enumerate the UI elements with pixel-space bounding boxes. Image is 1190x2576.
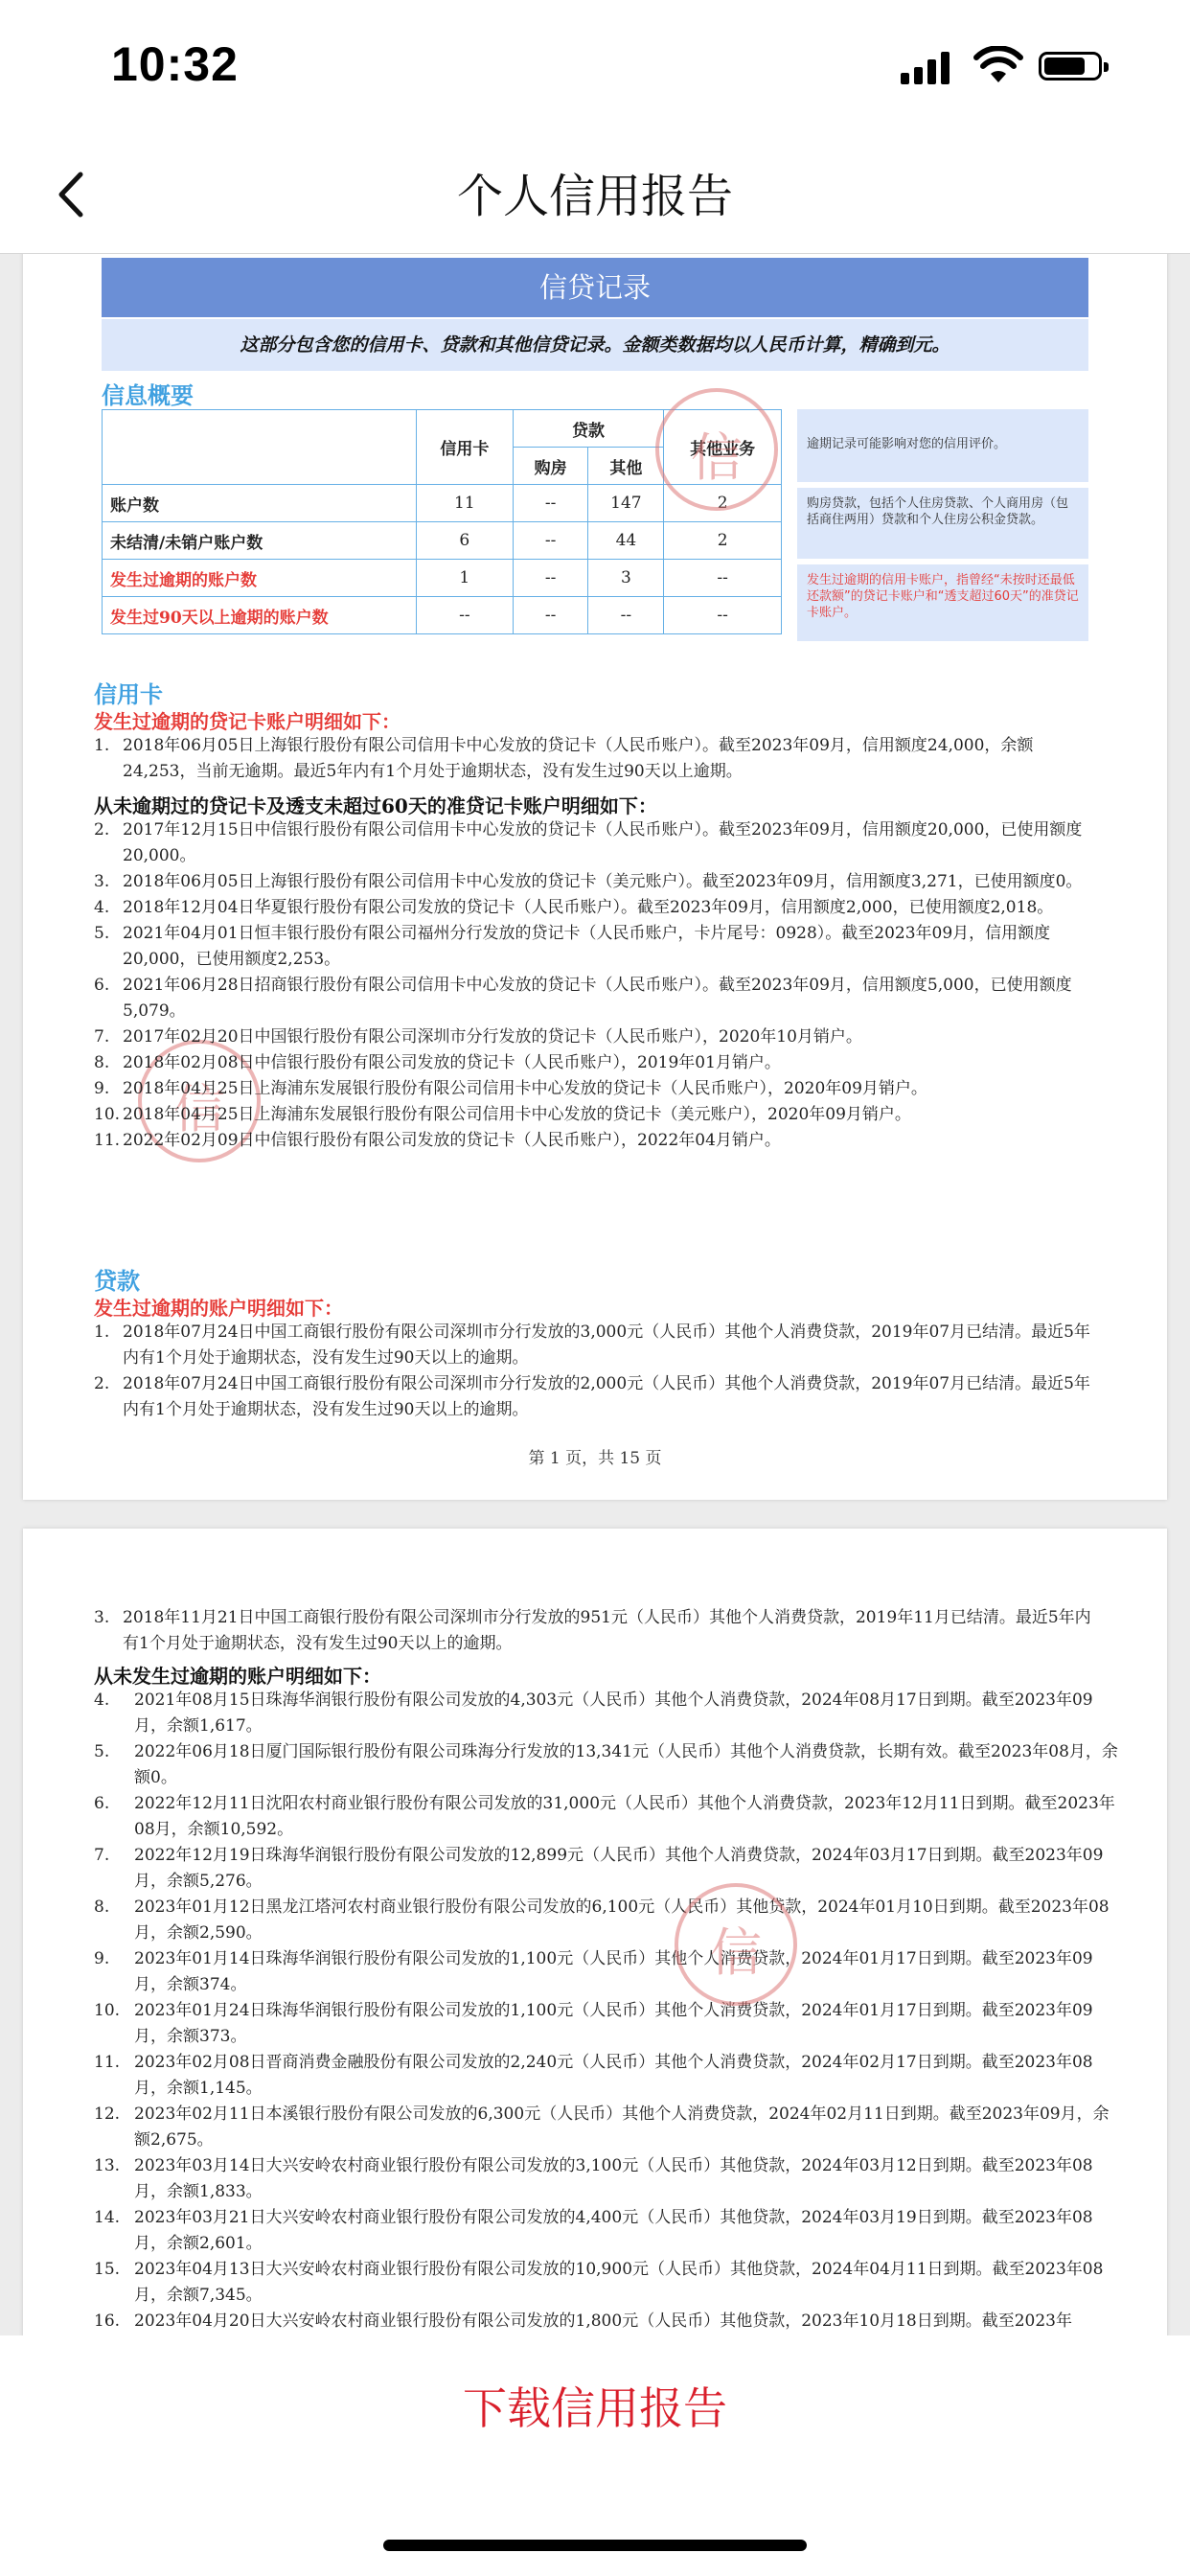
item-number: 9. (94, 1949, 110, 1968)
cell: -- (513, 522, 588, 560)
seal-stamp (655, 388, 778, 511)
list-item (94, 1050, 1100, 1076)
item-number: 6. (94, 976, 110, 995)
item-number: 12. (94, 2104, 121, 2124)
row-label: 发生过逾期的账户数 (103, 560, 417, 597)
item-text: 2018年04月25日上海浦东发展银行股份有限公司信用卡中心发放的贷记卡（美元账户），2020年09月销户。 (123, 1105, 911, 1124)
item-number: 2. (94, 820, 110, 840)
item-number: 5. (94, 924, 110, 943)
cell: 147 (588, 485, 664, 522)
item-number: 7. (94, 1846, 110, 1865)
list-item (94, 2309, 1119, 2334)
cell: 44 (588, 522, 664, 560)
item-text: 2022年02月09日中信银行股份有限公司发放的贷记卡（人民币账户），2022年04月销户。 (123, 1131, 781, 1150)
overdue-card-title: 发生过逾期的贷记卡账户明细如下： (94, 710, 400, 733)
list-item (94, 1371, 1100, 1423)
item-text: 2021年06月28日招商银行股份有限公司信用卡中心发放的贷记卡（人民币账户）。截至2023年09月，信用额度5,000，已使用额度5,079。 (123, 976, 1072, 1021)
header-loan: 贷款 (513, 410, 664, 448)
item-text: 2018年02月08日中信银行股份有限公司发放的贷记卡（人民币账户），2019年01月销户。 (123, 1053, 781, 1072)
header-other-business: 其他业务 (664, 410, 782, 485)
note-overdue-impact: 逾期记录可能影响对您的信用评价。 (797, 409, 1088, 482)
list-item (94, 1076, 1100, 1102)
header-credit-card: 信用卡 (416, 410, 513, 485)
item-text: 2017年02月20日中国银行股份有限公司深圳市分行发放的贷记卡（人民币账户），2020年10月销户。 (123, 1027, 862, 1046)
side-notes (797, 409, 1088, 647)
list-item (94, 1946, 1119, 1998)
table-row (103, 522, 782, 560)
item-number: 9. (94, 1079, 110, 1098)
list-item (94, 1739, 1119, 1791)
cell: 1 (416, 560, 513, 597)
list-item (94, 2102, 1119, 2153)
report-page-2 (23, 1529, 1167, 2335)
item-text: 2023年01月12日黑龙江塔河农村商业银行股份有限公司发放的6,100元（人民币）其他贷款，2024年01月10日到期。截至2023年08月，余额2,590。 (134, 1898, 1110, 1943)
navigation-bar (0, 134, 1190, 254)
item-number: 2. (94, 1374, 110, 1393)
item-number: 4. (94, 1690, 110, 1710)
item-number: 7. (94, 1027, 110, 1046)
list-item (94, 869, 1100, 895)
cell: -- (664, 560, 782, 597)
report-page-1 (23, 254, 1167, 1500)
list-item (94, 2050, 1119, 2102)
overdue-loan-title: 发生过逾期的账户明细如下： (94, 1297, 343, 1320)
item-number: 10. (94, 2001, 121, 2020)
item-number: 15. (94, 2260, 121, 2279)
table-corner (103, 410, 417, 485)
item-number: 8. (94, 1898, 110, 1917)
list-item (94, 921, 1100, 973)
seal-stamp (675, 1883, 797, 2006)
credit-card-section-title: 信用卡 (94, 680, 163, 708)
list-item (94, 2257, 1119, 2309)
list-item (94, 973, 1100, 1024)
wifi-icon (973, 46, 1023, 84)
list-item (94, 1688, 1119, 1739)
item-number: 3. (94, 872, 110, 891)
cell: -- (513, 560, 588, 597)
list-item (94, 817, 1100, 869)
home-indicator (383, 2540, 807, 2551)
header-house: 购房 (513, 448, 588, 485)
cell: -- (664, 597, 782, 634)
item-number: 11. (94, 1131, 121, 1150)
item-number: 1. (94, 1322, 110, 1342)
item-text: 2021年04月01日恒丰银行股份有限公司福州分行发放的贷记卡（人民币账户，卡片尾号：0928）。截至2023年09月，信用额度20,000，已使用额度2,253。 (123, 924, 1051, 969)
item-text: 2022年06月18日厦门国际银行股份有限公司珠海分行发放的13,341元（人民币）其他个人消费贷款，长期有效。截至2023年08月，余额0。 (134, 1742, 1118, 1787)
cell: 3 (588, 560, 664, 597)
item-text: 2023年01月24日珠海华润银行股份有限公司发放的1,100元（人民币）其他个人消费贷款，2024年01月17日到期。截至2023年09月，余额373。 (134, 2001, 1093, 2046)
item-text: 2018年11月21日中国工商银行股份有限公司深圳市分行发放的951元（人民币）其他个人消费贷款，2019年11月已结清。最近5年内有1个月处于逾期状态，没有发生过90天以上的逾期。 (123, 1608, 1091, 1653)
document-viewer[interactable] (0, 254, 1190, 2335)
note-overdue-card: 发生过逾期的信用卡账户，指曾经“未按时还最低还款额”的贷记卡账户和“透支超过60天”的准贷记卡账户。 (797, 564, 1088, 641)
row-label: 发生过90天以上逾期的账户数 (103, 597, 417, 634)
header-other: 其他 (588, 448, 664, 485)
cell: -- (513, 485, 588, 522)
item-text: 2018年06月05日上海银行股份有限公司信用卡中心发放的贷记卡（人民币账户）。截至2023年09月，信用额度24,000，余额24,253，当前无逾期。最近5年内有1个月处于逾期状态，没有发生过90天以上逾期。 (123, 736, 1034, 781)
item-text: 2023年04月13日大兴安岭农村商业银行股份有限公司发放的10,900元（人民币）其他贷款，2024年04月11日到期。截至2023年08月，余额7,345。 (134, 2260, 1104, 2305)
list-item (94, 1605, 1100, 1657)
item-number: 13. (94, 2156, 121, 2175)
status-time: 10:32 (111, 37, 239, 91)
section-description: 这部分包含您的信用卡、贷款和其他信贷记录。金额类数据均以人民币计算，精确到元。 (102, 319, 1088, 371)
item-number: 8. (94, 1053, 110, 1072)
list-item (94, 2205, 1119, 2257)
info-summary-title: 信息概要 (102, 381, 194, 409)
list-item (94, 1998, 1119, 2050)
item-number: 14. (94, 2208, 121, 2227)
section-header: 信贷记录 (102, 258, 1088, 317)
overdue-card-list (94, 733, 1090, 785)
item-number: 1. (94, 736, 110, 755)
list-item (94, 895, 1100, 921)
list-item (94, 733, 1090, 785)
row-label: 未结清/未销户账户数 (103, 522, 417, 560)
table-row (103, 597, 782, 634)
list-item (94, 1843, 1119, 1895)
item-number: 6. (94, 1794, 110, 1813)
page-number: 第 1 页，共 15 页 (528, 1449, 662, 1468)
item-text: 2023年02月08日晋商消费金融股份有限公司发放的2,240元（人民币）其他个人消费贷款，2024年02月17日到期。截至2023年08月，余额1,145。 (134, 2053, 1093, 2098)
cell: -- (416, 597, 513, 634)
item-text: 2023年01月14日珠海华润银行股份有限公司发放的1,100元（人民币）其他个人消费贷款，2024年01月17日到期。截至2023年09月，余额374。 (134, 1949, 1093, 1994)
item-text: 2023年04月20日大兴安岭农村商业银行股份有限公司发放的1,800元（人民币）其他贷款，2023年10月18日到期。截至2023年 (134, 2312, 1072, 2331)
bottom-action-bar (0, 2335, 1190, 2576)
item-number: 11. (94, 2053, 121, 2072)
overdue-loan-list (94, 1320, 1100, 1423)
note-house-loan: 购房贷款，包括个人住房贷款、个人商用房（包括商住两用）贷款和个人住房公积金贷款。 (797, 488, 1088, 559)
item-text: 2022年12月11日沈阳农村商业银行股份有限公司发放的31,000元（人民币）其他个人消费贷款，2023年12月11日到期。截至2023年08月，余额10,592。 (134, 1794, 1115, 1839)
status-bar (0, 0, 1190, 134)
download-report-button[interactable]: 下载信用报告 (463, 2382, 727, 2434)
item-text: 2018年04月25日上海浦东发展银行股份有限公司信用卡中心发放的贷记卡（人民币账户），2020年09月销户。 (123, 1079, 927, 1098)
item-text: 2023年02月11日本溪银行股份有限公司发放的6,300元（人民币）其他个人消费贷款，2024年02月11日到期。截至2023年09月，余额2,675。 (134, 2104, 1110, 2150)
item-text: 2018年06月05日上海银行股份有限公司信用卡中心发放的贷记卡（美元账户）。截至2023年09月，信用额度3,271，已使用额度0。 (123, 872, 1083, 891)
list-item (94, 1320, 1100, 1371)
item-text: 2018年07月24日中国工商银行股份有限公司深圳市分行发放的3,000元（人民币）其他个人消费贷款，2019年07月已结清。最近5年内有1个月处于逾期状态，没有发生过90天以上的逾期。 (123, 1322, 1090, 1368)
cell: 2 (664, 485, 782, 522)
item-number: 10. (94, 1105, 121, 1124)
list-item (94, 1128, 1100, 1154)
row-label: 账户数 (103, 485, 417, 522)
item-number: 16. (94, 2312, 121, 2331)
continued-loan-list (94, 1605, 1100, 1657)
item-text: 2018年07月24日中国工商银行股份有限公司深圳市分行发放的2,000元（人民币）其他个人消费贷款，2019年07月已结清。最近5年内有1个月处于逾期状态，没有发生过90天以上的逾期。 (123, 1374, 1090, 1419)
cell: 11 (416, 485, 513, 522)
cell: -- (588, 597, 664, 634)
list-item (94, 1102, 1100, 1128)
item-text: 2023年03月21日大兴安岭农村商业银行股份有限公司发放的4,400元（人民币）其他贷款，2024年03月19日到期。截至2023年08月，余额2,601。 (134, 2208, 1093, 2253)
list-item (94, 1024, 1100, 1050)
page-title: 个人信用报告 (456, 170, 733, 223)
item-text: 2017年12月15日中信银行股份有限公司信用卡中心发放的贷记卡（人民币账户）。截至2023年09月，信用额度20,000，已使用额度20,000。 (123, 820, 1083, 865)
item-number: 4. (94, 898, 110, 917)
item-number: 5. (94, 1742, 110, 1761)
list-item (94, 2153, 1119, 2205)
table-row (103, 560, 782, 597)
never-overdue-card-title: 从未逾期过的贷记卡及透支未超过60天的准贷记卡账户明细如下： (94, 794, 657, 817)
cell: 6 (416, 522, 513, 560)
list-item (94, 1895, 1119, 1946)
item-text: 2021年08月15日珠海华润银行股份有限公司发放的4,303元（人民币）其他个人消费贷款，2024年08月17日到期。截至2023年09月，余额1,617。 (134, 1690, 1093, 1736)
cellular-signal-icon (901, 50, 954, 84)
battery-icon (1039, 52, 1102, 80)
never-overdue-loan-title: 从未发生过逾期的账户明细如下： (94, 1665, 381, 1688)
item-text: 2023年03月14日大兴安岭农村商业银行股份有限公司发放的3,100元（人民币）其他贷款，2024年03月12日到期。截至2023年08月，余额1,833。 (134, 2156, 1093, 2201)
loan-section-title: 贷款 (94, 1267, 140, 1295)
cell: -- (513, 597, 588, 634)
item-text: 2018年12月04日华夏银行股份有限公司发放的贷记卡（人民币账户）。截至2023年09月，信用额度2,000，已使用额度2,018。 (123, 898, 1054, 917)
never-overdue-loan-list (94, 1688, 1119, 2334)
item-number: 3. (94, 1608, 110, 1627)
never-overdue-card-list (94, 817, 1100, 1154)
cell: 2 (664, 522, 782, 560)
list-item (94, 1791, 1119, 1843)
item-text: 2022年12月19日珠海华润银行股份有限公司发放的12,899元（人民币）其他个人消费贷款，2024年03月17日到期。截至2023年09月，余额5,276。 (134, 1846, 1104, 1891)
